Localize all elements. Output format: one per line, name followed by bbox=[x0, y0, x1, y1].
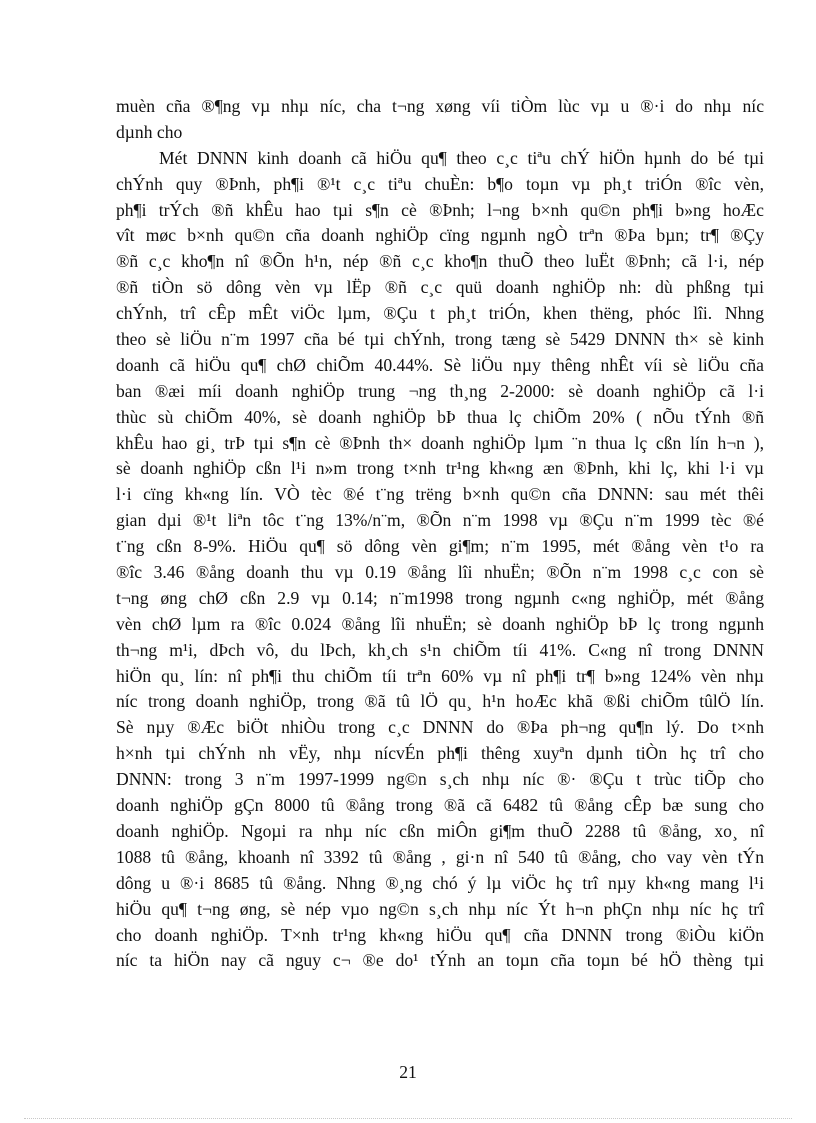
text-line: níc ta hiÖn nay cã nguy c¬ ®e do¹ tÝnh an toµn cña toµn bé hÖ thèng tµi bbox=[116, 950, 764, 971]
text-line: Sè nµy ®Æc biÖt nhiÒu trong c¸c DNNN do ®Þa ph¬ng qu¶n lý. Do t×nh bbox=[116, 717, 764, 738]
text-line: doanh nghiÖp. Ngoµi ra nhµ níc cßn miÔn gi¶m thuÕ 2288 tû ®ång, xo¸ nî bbox=[116, 820, 764, 841]
text-line: theo sè liÖu n¨m 1997 cña bé tµi chÝnh, trong tæng sè 5429 DNNN th× sè kinh bbox=[116, 329, 764, 350]
text-line: 1088 tû ®ång, khoanh nî 3392 tû ®ång , gi·n nî 540 tû ®ång, cho vay vèn tÝn bbox=[116, 846, 764, 867]
text-line: ®ñ c¸c kho¶n nî ®Õn h¹n, nép ®ñ c¸c kho¶n thuÕ theo luËt ®Þnh; cã l·i, nép bbox=[116, 251, 764, 272]
text-line: DNNN: trong 3 n¨m 1997-1999 ng©n s¸ch nhµ níc ®· ®Çu t trùc tiÕp cho bbox=[116, 769, 764, 790]
text-line: dông u ®·i 8685 tû ®ång. Nhng ®¸ng chó ý lµ viÖc hç trî nµy kh«ng mang l¹i bbox=[116, 872, 764, 893]
text-line: ®îc 3.46 ®ång doanh thu vµ 0.19 ®ång lîi nhuËn; ®Õn n¨m 1998 c¸c con sè bbox=[116, 562, 764, 583]
text-line: cho doanh nghiÖp. T×nh tr¹ng kh«ng hiÖu qu¶ cña DNNN trong ®iÒu kiÖn bbox=[116, 924, 764, 945]
text-line: t¨ng cßn 8-9%. HiÖu qu¶ sö dông vèn gi¶m; n¨m 1995, mét ®ång vèn t¹o ra bbox=[116, 536, 764, 557]
text-line: thùc sù chiÕm 40%, sè doanh nghiÖp bÞ thua lç chiÕm 20% ( nÕu tÝnh ®ñ bbox=[116, 406, 764, 427]
text-line: chÝnh quy ®Þnh, ph¶i ®¹t c¸c tiªu chuÈn: b¶o toµn vµ ph¸t triÓn ®îc vèn, bbox=[116, 173, 764, 194]
text-line: t¬ng øng chØ cßn 2.9 vµ 0.14; n¨m1998 trong ngµnh c«ng nghiÖp, mét ®ång bbox=[116, 587, 764, 608]
body-text bbox=[116, 94, 764, 974]
text-line: doanh cã hiÖu qu¶ chØ chiÕm 40.44%. Sè liÖu nµy thêng nhÊt víi sè liÖu cña bbox=[116, 354, 764, 375]
text-line: ®ñ tiÒn sö dông vèn vµ lËp ®ñ c¸c quü doanh nghiÖp nh: dù phßng tµi bbox=[116, 277, 764, 298]
text-line: chÝnh, trî cÊp mÊt viÖc lµm, ®Çu t ph¸t triÓn, khen thëng, phóc lîi. Nhng bbox=[116, 303, 764, 324]
text-line: dµnh cho bbox=[116, 121, 183, 142]
text-line: vèn chØ lµm ra ®îc 0.024 ®ång lîi nhuËn; sè doanh nghiÖp bÞ lç trong ngµnh bbox=[116, 613, 764, 634]
text-line: sè doanh nghiÖp cßn l¹i n»m trong t×nh tr¹ng kh«ng æn ®Þnh, khi lç, khi l·i vµ bbox=[116, 458, 764, 479]
text-line: th¬ng m¹i, dÞch vô, du lÞch, kh¸ch s¹n chiÕm tíi 41%. C«ng nî trong DNNN bbox=[116, 639, 764, 660]
text-line: doanh nghiÖp gÇn 8000 tû ®ång trong ®ã cã 6482 tû ®ång cÊp bæ sung cho bbox=[116, 795, 764, 816]
text-line: níc trong doanh nghiÖp, trong ®ã tû lÖ qu¸ h¹n hoÆc khã ®ßi chiÕm tûlÖ lín. bbox=[116, 691, 764, 712]
page-number: 21 bbox=[399, 1062, 417, 1082]
text-line: Mét DNNN kinh doanh cã hiÖu qu¶ theo c¸c tiªu chÝ hiÖn hµnh do bé tµi bbox=[159, 147, 764, 168]
text-line: ph¶i trÝch ®ñ khÊu hao tµi s¶n cè ®Þnh; l¬ng b×nh qu©n ph¶i b»ng hoÆc bbox=[116, 199, 764, 220]
text-line: ban ®æi míi doanh nghiÖp trung ¬ng th¸ng 2-2000: sè doanh nghiÖp cã l·i bbox=[116, 380, 764, 401]
text-line: khÊu hao gi¸ trÞ tµi s¶n cè ®Þnh th× doanh nghiÖp lµm ¨n thua lç cßn lín h¬n ), bbox=[116, 432, 764, 453]
text-line: hiÖu qu¶ t¬ng øng, sè nép vµo ng©n s¸ch nhµ níc Ýt h¬n phÇn nhµ níc hç trî bbox=[116, 898, 764, 919]
text-line: hiÖn qu¸ lín: nî ph¶i thu chiÕm tíi trªn 60% vµ nî ph¶i tr¶ b»ng 124% vèn nhµ bbox=[116, 665, 764, 686]
text-line: h×nh tµi chÝnh nh vËy, nhµ nícvÉn ph¶i thêng xuyªn dµnh tiÒn hç trî cho bbox=[116, 743, 764, 764]
text-line: gian dµi ®¹t liªn tôc t¨ng 13%/n¨m, ®Õn n¨m 1998 vµ ®Çu n¨m 1999 tèc ®é bbox=[116, 510, 764, 531]
text-line: muèn cña ®¶ng vµ nhµ níc, cha t¬ng xøng víi tiÒm lùc vµ u ®·i do nhµ níc bbox=[116, 96, 764, 116]
page-bottom-divider bbox=[24, 1118, 792, 1119]
text-line: l·i cïng kh«ng lín. VÒ tèc ®é t¨ng trëng b×nh qu©n cña DNNN: sau mét thêi bbox=[116, 484, 764, 505]
text-line: vît møc b×nh qu©n cña doanh nghiÖp cïng ngµnh ngÒ trªn ®Þa bµn; tr¶ ®Çy bbox=[116, 225, 764, 246]
